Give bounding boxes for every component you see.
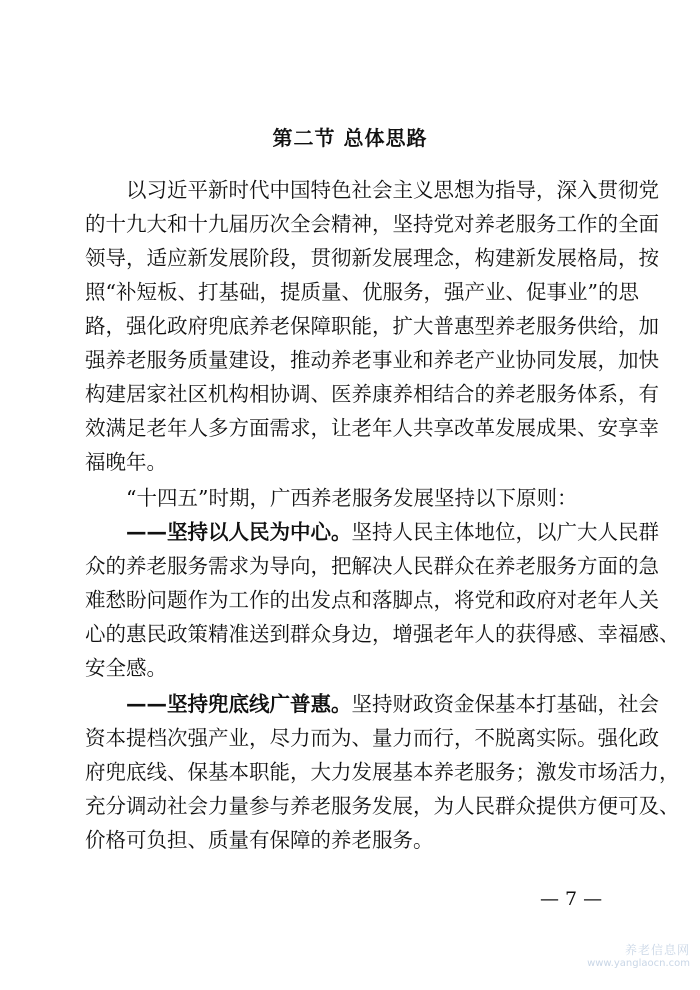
paragraph-1-line: 路，强化政府兜底养老保障职能，扩大普惠型养老服务供给，加: [85, 314, 659, 338]
principle-1-text: 坚持人民主体地位，以广大人民群: [351, 520, 659, 544]
paragraph-1-line: 以习近平新时代中国特色社会主义思想为指导，深入贯彻党: [126, 178, 659, 202]
site-watermark: [575, 944, 690, 970]
principle-1-line: 安全感。: [85, 656, 167, 680]
page-number: — 7 —: [540, 888, 603, 910]
paragraph-1-line: 领导，适应新发展阶段，贯彻新发展理念，构建新发展格局，按: [85, 246, 659, 270]
paragraph-1-line: 效满足老年人多方面需求，让老年人共享改革发展成果、安享幸: [85, 416, 659, 440]
paragraph-1-line: 的十九大和十九届历次全会精神，坚持党对养老服务工作的全面: [85, 212, 659, 236]
principle-2-line: 府兜底线、保基本职能，大力发展基本养老服务；激发市场活力，: [85, 760, 680, 784]
principle-1-line: 难愁盼问题作为工作的出发点和落脚点，将党和政府对老年人关: [85, 588, 659, 612]
paragraph-1-line: 福晚年。: [85, 450, 167, 474]
paragraph-1-line: 强养老服务质量建设，推动养老事业和养老产业协同发展，加快: [85, 348, 659, 372]
principle-2-line: 充分调动社会力量参与养老服务发展，为人民群众提供方便可及、: [85, 794, 680, 818]
paragraph-1-line: 构建居家社区机构相协调、医养康养相结合的养老服务体系，有: [85, 382, 659, 406]
principle-2-line: 资本提档次强产业，尽力而为、量力而行，不脱离实际。强化政: [85, 726, 659, 750]
principle-1-title: ——坚持以人民为中心。: [126, 520, 352, 544]
watermark-name: 养老信息网: [624, 943, 690, 957]
principle-2-text: 坚持财政资金保基本打基础，社会: [351, 692, 659, 716]
paragraph-1-line: 照“补短板、打基础，提质量、优服务，强产业、促事业”的思: [85, 280, 639, 304]
principle-1-line: 心的惠民政策精准送到群众身边，增强老年人的获得感、幸福感、: [85, 622, 680, 646]
principle-1-line: 众的养老服务需求为导向，把解决人民群众在养老服务方面的急: [85, 554, 659, 578]
principle-2-first-line: [85, 689, 659, 719]
watermark-url: www.yanglaocn.com: [587, 958, 690, 969]
principle-2-title: ——坚持兜底线广普惠。: [126, 692, 352, 716]
principles-intro: “十四五”时期，广西养老服务发展坚持以下原则：: [126, 486, 578, 510]
principle-1-first-line: [85, 517, 659, 547]
section-heading: 第二节 总体思路: [272, 126, 428, 150]
principle-2-line: 价格可负担、质量有保障的养老服务。: [85, 828, 434, 852]
